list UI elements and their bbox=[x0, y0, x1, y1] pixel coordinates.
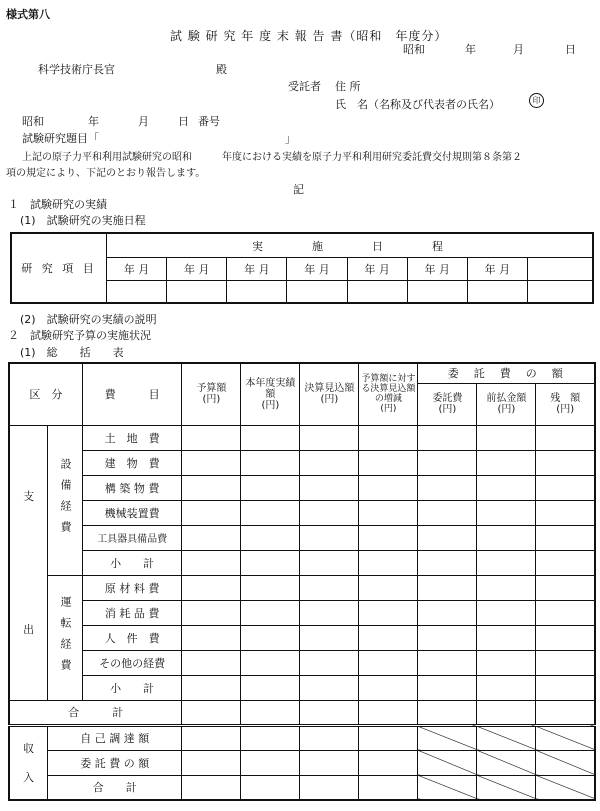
cell[interactable] bbox=[536, 450, 595, 475]
cell[interactable] bbox=[536, 525, 595, 550]
operating-item: その他の経費 bbox=[82, 650, 182, 675]
cell[interactable] bbox=[182, 475, 241, 500]
operating-subtotal: 小 計 bbox=[82, 675, 182, 700]
cell[interactable] bbox=[241, 525, 300, 550]
facility-item: 工具器具備品費 bbox=[82, 525, 182, 550]
header-forecast: 決算見込額 (円) bbox=[300, 363, 359, 425]
ref-number: 番号 bbox=[198, 115, 220, 128]
header-budget: 予算額 (円) bbox=[182, 363, 241, 425]
facility-item: 構 築 物 費 bbox=[82, 475, 182, 500]
cell[interactable] bbox=[182, 675, 241, 700]
cell[interactable] bbox=[536, 500, 595, 525]
header-itaku-group: 委 託 費 の 額 bbox=[418, 363, 595, 383]
subject-label: 試験研究題目「 bbox=[22, 132, 99, 145]
income-item: 自 己 調 達 額 bbox=[48, 725, 182, 750]
form-id: 様式第八 bbox=[6, 8, 50, 21]
cell[interactable] bbox=[300, 525, 359, 550]
slashed-cell bbox=[418, 775, 477, 800]
operating-item: 消 耗 品 費 bbox=[82, 600, 182, 625]
cell[interactable] bbox=[536, 600, 595, 625]
cell[interactable] bbox=[300, 675, 359, 700]
cell[interactable] bbox=[477, 425, 536, 450]
schedule-item-header: 研 究 項 目 bbox=[11, 233, 107, 303]
date-year: 年 bbox=[465, 43, 476, 56]
section1-sub1: (1) 試験研究の実施日程 bbox=[20, 214, 146, 227]
cell[interactable] bbox=[418, 625, 477, 650]
cell[interactable] bbox=[241, 475, 300, 500]
cell[interactable] bbox=[359, 650, 418, 675]
cell[interactable] bbox=[418, 500, 477, 525]
cell[interactable] bbox=[418, 600, 477, 625]
cell[interactable] bbox=[477, 525, 536, 550]
cell[interactable] bbox=[359, 525, 418, 550]
facility-item: 土 地 費 bbox=[82, 425, 182, 450]
month-col: 年 月 bbox=[107, 258, 167, 281]
cell[interactable] bbox=[536, 700, 595, 725]
schedule-cell[interactable] bbox=[107, 280, 167, 303]
cell[interactable] bbox=[241, 750, 300, 775]
facility-subtotal: 小 計 bbox=[82, 550, 182, 575]
cell[interactable] bbox=[536, 625, 595, 650]
section1-heading: １ 試験研究の実績 bbox=[8, 198, 107, 211]
cell[interactable] bbox=[300, 600, 359, 625]
cell[interactable] bbox=[182, 625, 241, 650]
cell[interactable] bbox=[536, 475, 595, 500]
header-himoku: 費 目 bbox=[82, 363, 182, 425]
address-label: 住 所 bbox=[335, 80, 361, 93]
cell[interactable] bbox=[359, 600, 418, 625]
cell[interactable] bbox=[359, 675, 418, 700]
schedule-cell[interactable] bbox=[227, 280, 287, 303]
header-kubun: 区 分 bbox=[9, 363, 82, 425]
section2-sub1: (1) 総 括 表 bbox=[20, 346, 124, 359]
cell[interactable] bbox=[182, 525, 241, 550]
ref-month: 月 bbox=[138, 115, 149, 128]
cell[interactable] bbox=[477, 625, 536, 650]
recipient-label: 受託者 bbox=[288, 80, 321, 93]
header-actual: 本年度実績額 (円) bbox=[241, 363, 300, 425]
cell[interactable] bbox=[300, 550, 359, 575]
cell[interactable] bbox=[241, 575, 300, 600]
cell[interactable] bbox=[182, 600, 241, 625]
cell[interactable] bbox=[359, 450, 418, 475]
cell[interactable] bbox=[477, 550, 536, 575]
body-line-2: 項の規定により、下記のとおり報告します。 bbox=[6, 168, 206, 179]
facility-item: 機械装置費 bbox=[82, 500, 182, 525]
header-balance: 残 額 (円) bbox=[536, 383, 595, 425]
income-side-label: 収 入 bbox=[9, 725, 48, 800]
cell[interactable] bbox=[477, 700, 536, 725]
month-col: 年 月 bbox=[467, 258, 527, 281]
cell[interactable] bbox=[536, 550, 595, 575]
cell[interactable] bbox=[300, 425, 359, 450]
cell[interactable] bbox=[300, 625, 359, 650]
cell[interactable] bbox=[241, 775, 300, 800]
slashed-cell bbox=[477, 775, 536, 800]
facility-group-label: 設備経費 bbox=[48, 425, 83, 575]
schedule-cell[interactable] bbox=[287, 280, 347, 303]
slashed-cell bbox=[418, 725, 477, 750]
cell[interactable] bbox=[418, 700, 477, 725]
cell[interactable] bbox=[359, 550, 418, 575]
cell[interactable] bbox=[241, 725, 300, 750]
cell[interactable] bbox=[359, 575, 418, 600]
cell[interactable] bbox=[182, 700, 241, 725]
subject-close: 」 bbox=[285, 132, 296, 145]
cell[interactable] bbox=[359, 500, 418, 525]
schedule-table bbox=[10, 232, 594, 304]
schedule-period-header: 実 施 日 程 bbox=[107, 233, 594, 258]
cell[interactable] bbox=[418, 425, 477, 450]
cell[interactable] bbox=[300, 450, 359, 475]
cell[interactable] bbox=[241, 675, 300, 700]
schedule-cell[interactable] bbox=[347, 280, 407, 303]
summary-table bbox=[8, 362, 596, 801]
cell[interactable] bbox=[477, 675, 536, 700]
schedule-cell[interactable] bbox=[407, 280, 467, 303]
date-day: 日 bbox=[565, 43, 576, 56]
cell[interactable] bbox=[359, 625, 418, 650]
cell[interactable] bbox=[359, 775, 418, 800]
cell[interactable] bbox=[477, 500, 536, 525]
cell[interactable] bbox=[418, 675, 477, 700]
section2-heading: ２ 試験研究予算の実施状況 bbox=[8, 329, 151, 342]
cell[interactable] bbox=[477, 600, 536, 625]
addressee-name: 科学技術庁長官 bbox=[38, 63, 115, 76]
slashed-cell bbox=[418, 750, 477, 775]
cell[interactable] bbox=[359, 425, 418, 450]
schedule-cell[interactable] bbox=[467, 280, 527, 303]
cell[interactable] bbox=[182, 450, 241, 475]
cell[interactable] bbox=[418, 475, 477, 500]
month-col: 年 月 bbox=[227, 258, 287, 281]
cell[interactable] bbox=[241, 700, 300, 725]
cell[interactable] bbox=[241, 625, 300, 650]
form-title: 試 験 研 究 年 度 末 報 告 書（昭和 年度分） bbox=[170, 29, 448, 43]
cell[interactable] bbox=[182, 550, 241, 575]
cell[interactable] bbox=[536, 675, 595, 700]
cell[interactable] bbox=[418, 575, 477, 600]
slashed-cell bbox=[477, 750, 536, 775]
cell[interactable] bbox=[418, 650, 477, 675]
cell[interactable] bbox=[477, 450, 536, 475]
slashed-cell bbox=[536, 725, 595, 750]
cell[interactable] bbox=[241, 550, 300, 575]
body-line-1: 上記の原子力平和利用試験研究の昭和 年度における実績を原子力平和利用研究委託費交付規則第８条第２ bbox=[22, 152, 522, 163]
cell[interactable] bbox=[536, 650, 595, 675]
cell[interactable] bbox=[418, 550, 477, 575]
schedule-cell[interactable] bbox=[528, 280, 594, 303]
cell[interactable] bbox=[182, 500, 241, 525]
ki-label: 記 bbox=[293, 183, 304, 196]
month-col: 年 月 bbox=[287, 258, 347, 281]
expense-side-label: 支 出 bbox=[9, 425, 48, 700]
slashed-cell bbox=[536, 775, 595, 800]
cell[interactable] bbox=[182, 725, 241, 750]
cell[interactable] bbox=[241, 500, 300, 525]
cell[interactable] bbox=[300, 475, 359, 500]
operating-item: 原 材 料 費 bbox=[82, 575, 182, 600]
cell[interactable] bbox=[300, 500, 359, 525]
cell[interactable] bbox=[536, 425, 595, 450]
month-col: 年 月 bbox=[407, 258, 467, 281]
cell[interactable] bbox=[182, 750, 241, 775]
cell[interactable] bbox=[182, 650, 241, 675]
date-era: 昭和 bbox=[403, 43, 425, 56]
header-itaku: 委託費 (円) bbox=[418, 383, 477, 425]
cell[interactable] bbox=[359, 750, 418, 775]
cell[interactable] bbox=[418, 525, 477, 550]
name-label: 氏 名（名称及び代表者の氏名） bbox=[335, 98, 500, 111]
cell[interactable] bbox=[241, 600, 300, 625]
month-col-blank bbox=[528, 258, 594, 281]
cell[interactable] bbox=[182, 775, 241, 800]
operating-group-label: 運転経費 bbox=[48, 575, 83, 700]
cell[interactable] bbox=[300, 775, 359, 800]
cell[interactable] bbox=[241, 650, 300, 675]
income-item: 委 託 費 の 額 bbox=[48, 750, 182, 775]
operating-item: 人 件 費 bbox=[82, 625, 182, 650]
cell[interactable] bbox=[477, 475, 536, 500]
header-prepaid: 前払金額 (円) bbox=[477, 383, 536, 425]
date-month: 月 bbox=[513, 43, 524, 56]
header-diff: 予算額に対する決算見込額の増減 (円) bbox=[359, 363, 418, 425]
cell[interactable] bbox=[241, 425, 300, 450]
cell[interactable] bbox=[359, 700, 418, 725]
slashed-cell bbox=[477, 725, 536, 750]
schedule-cell[interactable] bbox=[167, 280, 227, 303]
cell[interactable] bbox=[359, 725, 418, 750]
cell[interactable] bbox=[536, 575, 595, 600]
cell[interactable] bbox=[241, 450, 300, 475]
cell[interactable] bbox=[300, 575, 359, 600]
cell[interactable] bbox=[182, 425, 241, 450]
cell[interactable] bbox=[300, 650, 359, 675]
cell[interactable] bbox=[359, 475, 418, 500]
facility-item: 建 物 費 bbox=[82, 450, 182, 475]
ref-year: 年 bbox=[88, 115, 99, 128]
income-total: 合 計 bbox=[48, 775, 182, 800]
ref-era: 昭和 bbox=[22, 115, 44, 128]
cell[interactable] bbox=[477, 650, 536, 675]
ref-day: 日 bbox=[178, 115, 189, 128]
cell[interactable] bbox=[300, 750, 359, 775]
month-col: 年 月 bbox=[167, 258, 227, 281]
expense-total: 合 計 bbox=[9, 700, 182, 725]
section1-sub2: (2) 試験研究の実績の説明 bbox=[20, 313, 157, 326]
cell[interactable] bbox=[477, 575, 536, 600]
cell[interactable] bbox=[300, 725, 359, 750]
month-col: 年 月 bbox=[347, 258, 407, 281]
cell[interactable] bbox=[300, 700, 359, 725]
slashed-cell bbox=[536, 750, 595, 775]
cell[interactable] bbox=[418, 450, 477, 475]
seal-mark: 印 bbox=[529, 93, 544, 108]
cell[interactable] bbox=[182, 575, 241, 600]
addressee-honorific: 殿 bbox=[216, 63, 227, 76]
